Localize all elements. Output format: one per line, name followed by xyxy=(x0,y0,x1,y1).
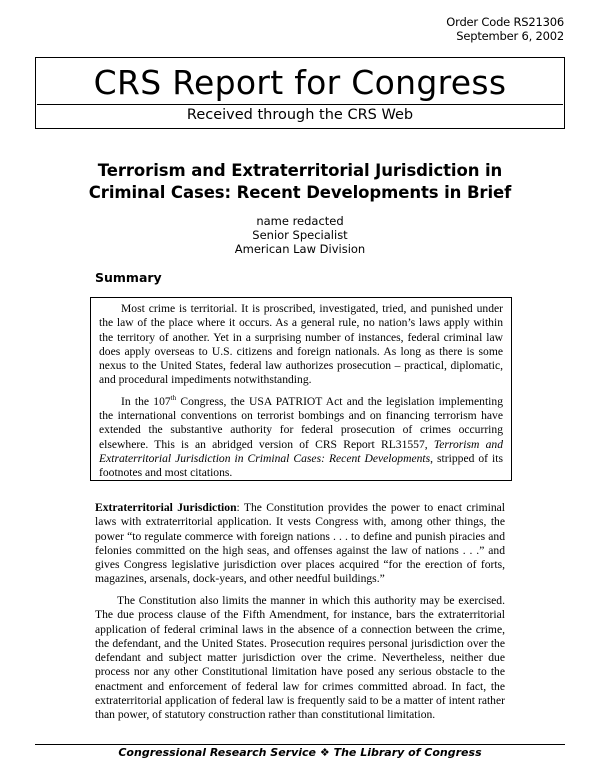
summary-paragraph-1: Most crime is territorial. It is proscribed, investigated, tried, and punished under the law of the place where it occurs. As a general rule, no nation’s laws apply within the territory of another. Yet in a surprising number of instances, federal criminal law does apply overseas to U.S. citizens and foreign nationals. As long as there is some nexus to the United States, federal law authorizes prosecution – practical, diplomatic, and procedural impediments notwithstanding. xyxy=(99,302,503,387)
author-position: Senior Specialist xyxy=(252,228,348,242)
footer-crs: Congressional Research Service xyxy=(118,746,317,759)
document-title-line-2: Criminal Cases: Recent Developments in Brief xyxy=(88,183,512,202)
summary-heading: Summary xyxy=(95,270,162,285)
author-block xyxy=(0,214,600,256)
body-section-extraterritorial xyxy=(95,501,505,587)
header-divider xyxy=(37,104,563,105)
document-title xyxy=(60,160,540,204)
order-info xyxy=(446,15,564,43)
summary-box xyxy=(90,297,512,481)
section-heading: Extraterritorial Jurisdiction xyxy=(95,501,237,514)
summary-text: Congress, the USA PATRIOT Act and the legislation implementing the international conventions on terrorist bombings and on financing terrorism have extended the substantive authority for federal prosecution of crimes occurring elsewhere. This is an abridged version of CRS Report RL31557, xyxy=(99,394,504,451)
ordinal-superscript: th xyxy=(170,393,177,402)
body-text: : The Constitution provides the power to enact criminal laws with extraterritorial application. It vests Congress with, among other things, the power “to regulate commerce with foreign nations . . . to define and punish piracies and felonies committed on the high seas, and offenses against the law of nations . . .” and gives Congress legislative jurisdiction over places acquired “for the erection of forts, magazines, arsenals, dock-years, and other needful buildings.” xyxy=(95,501,505,586)
report-header-title: CRS Report for Congress xyxy=(93,63,507,102)
report-title-citation: Terrorism and Extraterritorial Jurisdiction in Criminal Cases: Recent Developments xyxy=(99,437,504,465)
diamond-separator-icon: ❖ xyxy=(319,746,330,759)
author-name: name redacted xyxy=(256,214,344,228)
footer-loc: The Library of Congress xyxy=(333,746,482,759)
footer xyxy=(0,746,600,760)
body-paragraph-1 xyxy=(95,501,505,587)
report-header xyxy=(35,57,565,129)
footer-divider xyxy=(35,744,565,745)
author-division: American Law Division xyxy=(234,242,366,256)
summary-text: In the 107 xyxy=(121,394,171,408)
body-section-limits xyxy=(95,594,505,723)
document-title-line-1: Terrorism and Extraterritorial Jurisdiction in xyxy=(97,161,503,180)
order-date: September 6, 2002 xyxy=(456,29,564,43)
summary-paragraph-2 xyxy=(99,395,503,481)
order-code: Order Code RS21306 xyxy=(446,15,564,29)
report-header-subtitle: Received through the CRS Web xyxy=(186,107,414,123)
summary-text: , stripped of its footnotes and most citations. xyxy=(99,451,503,480)
body-paragraph-2: The Constitution also limits the manner in which this authority may be exercised. The due process clause of the Fifth Amendment, for instance, bars the extraterritorial application of federal criminal laws in the absence of a connection between the crime, the defendant, and the United States. Prosecution requires personal jurisdiction over the defendant and subject matter jurisdiction over the crime. Nevertheless, neither due process nor any other Constitutional limitation have posed any serious obstacle to the enactment and enforcement of federal law for crimes committed abroad. In fact, the extraterritorial application of federal law is frequently said to be a matter of intent rather than power, of statutory construction rather than constitutional limitation. xyxy=(95,594,505,722)
